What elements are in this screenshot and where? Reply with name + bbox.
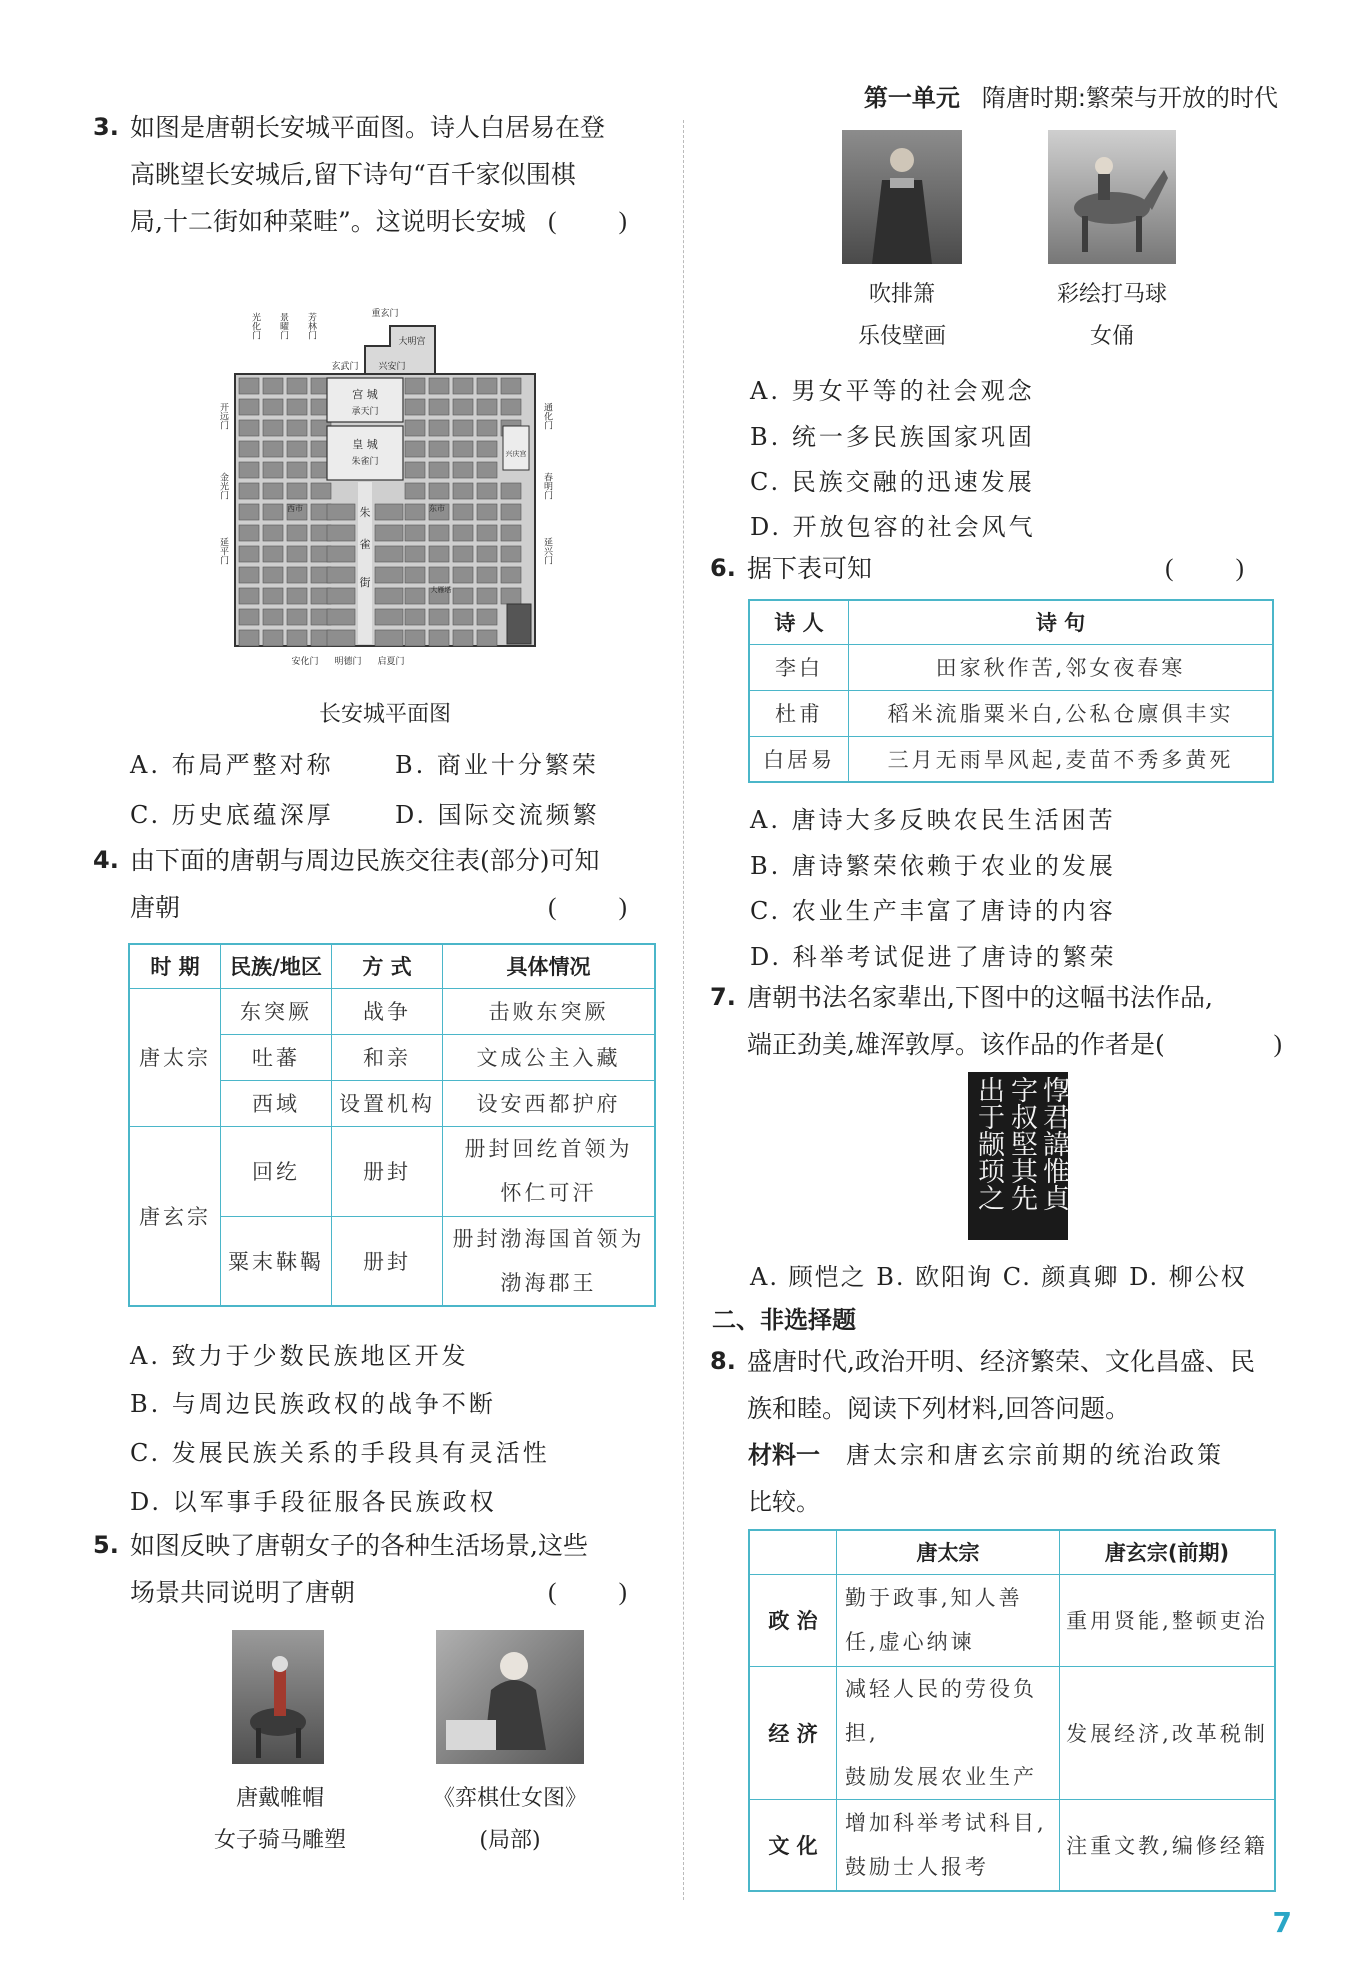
ward-block bbox=[327, 609, 355, 625]
page-number: 7 bbox=[1272, 1906, 1292, 1939]
table-cell bbox=[443, 1216, 656, 1306]
ward-block bbox=[405, 462, 425, 478]
ward-block bbox=[453, 420, 473, 436]
ward-block bbox=[263, 483, 283, 499]
ward-block bbox=[453, 441, 473, 457]
ward-block bbox=[429, 399, 449, 415]
ward-block bbox=[239, 609, 259, 625]
ward-block bbox=[477, 525, 497, 541]
musician-icon bbox=[842, 130, 962, 264]
caption-line: 彩绘打马球 bbox=[1056, 282, 1167, 307]
ward-block bbox=[239, 378, 259, 394]
lady-painting-icon bbox=[436, 1630, 584, 1764]
ward-block bbox=[477, 609, 497, 625]
options-row[interactable]: A. 顾恺之 B. 欧阳询 C. 颜真卿 D. 柳公权 bbox=[750, 1263, 1247, 1291]
question-4 bbox=[95, 837, 655, 931]
ward-block bbox=[453, 588, 473, 604]
ward-block bbox=[239, 567, 259, 583]
question-8 bbox=[712, 1338, 1282, 1432]
question-line: 如图是唐朝长安城平面图。诗人白居易在登 bbox=[130, 113, 606, 142]
ward-block bbox=[501, 378, 521, 394]
question-line: 据下表可知 bbox=[747, 554, 873, 583]
caption-line: (局部) bbox=[479, 1828, 541, 1853]
option-b[interactable]: B. 商业十分繁荣 bbox=[395, 751, 599, 779]
map-label: 启夏门 bbox=[377, 657, 405, 667]
row-header: 政 治 bbox=[749, 1574, 837, 1666]
ward-block bbox=[375, 588, 403, 604]
ward-block bbox=[287, 567, 307, 583]
ward-block bbox=[239, 504, 259, 520]
table-cell: 稻米流脂粟米白,公私仓廪俱丰实 bbox=[849, 690, 1274, 736]
option-d[interactable]: D. 科举考试促进了唐诗的繁荣 bbox=[750, 943, 1117, 971]
option-d[interactable]: D. 开放包容的社会风气 bbox=[750, 513, 1036, 541]
panpipe-mural-photo bbox=[842, 130, 962, 264]
ward-block bbox=[501, 399, 521, 415]
ward-block bbox=[405, 504, 425, 520]
caption-line: 吹排箫 bbox=[868, 282, 935, 307]
ward-block bbox=[477, 588, 497, 604]
table-cell: 杜甫 bbox=[749, 690, 849, 736]
answer-blank[interactable]: ( ) bbox=[548, 208, 655, 235]
map-label: 兴庆宫 bbox=[505, 450, 527, 458]
ward-block bbox=[405, 567, 425, 583]
ward-block bbox=[239, 483, 259, 499]
ward-block bbox=[287, 609, 307, 625]
ward-block bbox=[375, 630, 403, 646]
ward-block bbox=[263, 441, 283, 457]
ward-block bbox=[239, 588, 259, 604]
cell-line: 渤海郡王 bbox=[500, 1270, 597, 1295]
question-line: 高眺望长安城后,留下诗句“百千家似围棋 bbox=[130, 160, 576, 189]
table-cell bbox=[443, 1126, 656, 1216]
ward-block bbox=[477, 504, 497, 520]
ward-block bbox=[287, 588, 307, 604]
table-cell: 粟末靺鞨 bbox=[221, 1216, 332, 1306]
answer-blank[interactable]: ) bbox=[1273, 1031, 1282, 1058]
map-label: 光化门 bbox=[250, 312, 260, 340]
ward-block bbox=[405, 378, 425, 394]
ward-block bbox=[501, 546, 521, 562]
table-cell: 白居易 bbox=[749, 736, 849, 782]
ward-block bbox=[405, 420, 425, 436]
question-7 bbox=[712, 974, 1282, 1068]
ward-block bbox=[239, 420, 259, 436]
table-cell: 战争 bbox=[332, 988, 443, 1034]
photo-caption bbox=[812, 274, 992, 358]
ward-block bbox=[287, 441, 307, 457]
row-header: 文 化 bbox=[749, 1799, 837, 1891]
ward-block bbox=[477, 399, 497, 415]
ward-block bbox=[375, 525, 403, 541]
table-header: 方 式 bbox=[332, 944, 443, 988]
ward-block bbox=[501, 567, 521, 583]
ward-block bbox=[405, 483, 425, 499]
ward-block bbox=[429, 546, 449, 562]
map-label: 西市 bbox=[287, 504, 303, 513]
ward-block bbox=[327, 525, 355, 541]
ward-block bbox=[429, 567, 449, 583]
ward-block bbox=[453, 567, 473, 583]
ward-block bbox=[453, 462, 473, 478]
ward-block bbox=[453, 378, 473, 394]
cell-line: 册封回纥首领为 bbox=[464, 1137, 633, 1161]
ward-block bbox=[501, 588, 521, 604]
table-cell: 和亲 bbox=[332, 1034, 443, 1080]
table-cell: 吐蕃 bbox=[221, 1034, 332, 1080]
calligraphy-rubbing bbox=[968, 1072, 1068, 1240]
table-cell: 设安西都护府 bbox=[443, 1080, 656, 1126]
map-label: 兴安门 bbox=[378, 362, 406, 372]
ward-block bbox=[287, 462, 307, 478]
map-label: 通化门 bbox=[542, 402, 552, 430]
ward-block bbox=[453, 609, 473, 625]
option-c[interactable]: C. 历史底蕴深厚 bbox=[130, 801, 334, 829]
question-line: 场景共同说明了唐朝 bbox=[130, 1578, 356, 1607]
ward-block bbox=[405, 630, 425, 646]
map-label: 金光门 bbox=[218, 472, 228, 500]
table-cell: 回纥 bbox=[221, 1126, 332, 1216]
ward-block bbox=[327, 504, 355, 520]
poem-table bbox=[748, 599, 1274, 783]
option-a[interactable]: A. 男女平等的社会观念 bbox=[750, 377, 1035, 405]
map-label: 宫 城 bbox=[352, 388, 378, 401]
table-cell: 三月无雨旱风起,麦苗不秀多黄死 bbox=[849, 736, 1274, 782]
table-header: 民族/地区 bbox=[221, 944, 332, 988]
cell-line: 增加科举考试科目, bbox=[845, 1810, 1047, 1835]
photo-caption bbox=[1022, 274, 1202, 358]
material-label: 材料一 bbox=[748, 1441, 820, 1469]
ward-block bbox=[287, 399, 307, 415]
ward-block bbox=[375, 504, 403, 520]
ward-block bbox=[453, 399, 473, 415]
question-number: 6. bbox=[710, 554, 736, 582]
photo-caption bbox=[420, 1778, 600, 1862]
table-header: 唐玄宗(前期) bbox=[1060, 1530, 1276, 1574]
question-number: 3. bbox=[93, 113, 119, 141]
cell-line: 勤于政事,知人善 bbox=[845, 1586, 1023, 1610]
ward-block bbox=[327, 546, 355, 562]
ward-block bbox=[477, 420, 497, 436]
table-cell: 唐玄宗 bbox=[129, 1126, 221, 1306]
ward-block bbox=[429, 420, 449, 436]
map-label: 皇 城 bbox=[352, 438, 378, 451]
ward-block bbox=[239, 399, 259, 415]
row-header: 经 济 bbox=[749, 1666, 837, 1799]
ward-block bbox=[263, 630, 283, 646]
ward-block bbox=[263, 525, 283, 541]
table-cell: 册封 bbox=[332, 1216, 443, 1306]
option-c[interactable]: C. 农业生产丰富了唐诗的内容 bbox=[750, 897, 1116, 925]
ward-block bbox=[477, 546, 497, 562]
ward-block bbox=[327, 588, 355, 604]
map-label: 朱 bbox=[359, 506, 371, 519]
horse-rider-icon bbox=[232, 1630, 324, 1764]
ward-block bbox=[263, 504, 283, 520]
map-label: 延平门 bbox=[218, 537, 228, 565]
map-label: 大雁塔 bbox=[430, 586, 452, 594]
map-label: 安化门 bbox=[291, 657, 319, 667]
question-line: 端正劲美,雄浑敦厚。该作品的作者是( bbox=[747, 1030, 1165, 1059]
table-cell: 田家秋作苦,邻女夜春寒 bbox=[849, 644, 1274, 690]
ward-block bbox=[429, 441, 449, 457]
ward-block bbox=[263, 609, 283, 625]
question-6 bbox=[712, 545, 1272, 592]
unit-label: 第一单元 bbox=[863, 84, 960, 112]
ward-block bbox=[263, 567, 283, 583]
ward-block bbox=[405, 399, 425, 415]
table-cell: 发展经济,改革税制 bbox=[1060, 1666, 1276, 1799]
ward-block bbox=[287, 525, 307, 541]
policy-table bbox=[748, 1529, 1276, 1892]
option-a[interactable]: A. 唐诗大多反映农民生活困苦 bbox=[750, 806, 1116, 834]
ward-block bbox=[453, 504, 473, 520]
horse-rider-sculpture-photo bbox=[232, 1630, 324, 1764]
ward-block bbox=[239, 462, 259, 478]
question-number: 4. bbox=[93, 846, 119, 874]
table-cell: 李白 bbox=[749, 644, 849, 690]
calligraphy-column: 出于颛顼之 bbox=[973, 1076, 1004, 1211]
changan-map bbox=[215, 286, 555, 686]
material-text: 比较。 bbox=[748, 1488, 820, 1516]
page-header bbox=[864, 78, 1278, 113]
ward-block bbox=[239, 630, 259, 646]
ward-block bbox=[327, 567, 355, 583]
cell-line: 减轻人民的劳役负担, bbox=[845, 1676, 1037, 1745]
table-cell: 唐太宗 bbox=[129, 988, 221, 1126]
caption-line: 乐伎壁画 bbox=[857, 324, 946, 349]
option-a[interactable]: A. 致力于少数民族地区开发 bbox=[130, 1342, 469, 1370]
option-b[interactable]: B. 唐诗繁荣依赖于农业的发展 bbox=[750, 852, 1116, 880]
question-3 bbox=[95, 104, 655, 245]
map-label: 开远门 bbox=[218, 402, 228, 430]
table-cell: 击败东突厥 bbox=[443, 988, 656, 1034]
option-c[interactable]: C. 民族交融的迅速发展 bbox=[750, 468, 1035, 496]
ward-block bbox=[287, 378, 307, 394]
ward-block bbox=[263, 399, 283, 415]
table-cell: 西域 bbox=[221, 1080, 332, 1126]
table-cell: 设置机构 bbox=[332, 1080, 443, 1126]
map-label: 承天门 bbox=[351, 407, 379, 417]
cell-line: 怀仁可汗 bbox=[500, 1181, 597, 1205]
ward-block bbox=[263, 420, 283, 436]
table-cell bbox=[837, 1574, 1060, 1666]
option-b[interactable]: B. 统一多民族国家巩固 bbox=[750, 423, 1035, 451]
section-title: 二、非选择题 bbox=[712, 1306, 856, 1334]
caption-line: 女俑 bbox=[1089, 324, 1134, 349]
question-line: 由下面的唐朝与周边民族交往表(部分)可知 bbox=[130, 846, 600, 875]
table-cell: 东突厥 bbox=[221, 988, 332, 1034]
question-5 bbox=[95, 1522, 655, 1616]
table-cell: 文成公主入藏 bbox=[443, 1034, 656, 1080]
ward-block bbox=[287, 630, 307, 646]
ward-block bbox=[375, 609, 403, 625]
question-line: 唐朝 bbox=[130, 893, 181, 922]
ward-block bbox=[453, 483, 473, 499]
calligraphy-column: 惸君諱惟貞 bbox=[1038, 1076, 1069, 1211]
ward-block bbox=[405, 609, 425, 625]
question-number: 5. bbox=[93, 1531, 119, 1559]
photo-caption bbox=[190, 1778, 370, 1862]
xingqing-palace bbox=[503, 426, 529, 470]
ward-block bbox=[405, 441, 425, 457]
option-d[interactable]: D. 以军事手段征服各民族政权 bbox=[130, 1488, 497, 1516]
ward-block bbox=[239, 525, 259, 541]
map-label: 玄武门 bbox=[331, 362, 359, 372]
option-d[interactable]: D. 国际交流频繁 bbox=[395, 801, 600, 829]
question-line: 盛唐时代,政治开明、经济繁荣、文化昌盛、民 bbox=[747, 1347, 1255, 1376]
ward-block bbox=[501, 483, 521, 499]
map-label: 春明门 bbox=[542, 472, 552, 500]
table-header: 唐太宗 bbox=[837, 1530, 1060, 1574]
ward-block bbox=[263, 462, 283, 478]
ward-block bbox=[477, 483, 497, 499]
ward-block bbox=[477, 630, 497, 646]
cell-line: 册封渤海国首领为 bbox=[452, 1226, 645, 1251]
furong-garden bbox=[507, 604, 531, 644]
table-header: 诗 人 bbox=[749, 600, 849, 644]
ward-block bbox=[429, 525, 449, 541]
unit-title: 隋唐时期:繁荣与开放的时代 bbox=[981, 84, 1278, 112]
table-header: 具体情况 bbox=[443, 944, 656, 988]
map-label: 重玄门 bbox=[371, 309, 399, 319]
ward-block bbox=[287, 483, 307, 499]
ward-block bbox=[477, 441, 497, 457]
ward-block bbox=[429, 609, 449, 625]
option-c[interactable]: C. 发展民族关系的手段具有灵活性 bbox=[130, 1439, 550, 1467]
ward-block bbox=[263, 588, 283, 604]
option-a[interactable]: A. 布局严整对称 bbox=[130, 751, 334, 779]
table-cell bbox=[837, 1666, 1060, 1799]
imperial-city bbox=[327, 426, 403, 480]
ward-block bbox=[453, 546, 473, 562]
question-line: 唐朝书法名家辈出,下图中的这幅书法作品, bbox=[747, 983, 1213, 1012]
map-label: 大明宫 bbox=[398, 337, 426, 347]
go-playing-lady-painting bbox=[436, 1630, 584, 1764]
ward-block bbox=[263, 546, 283, 562]
ward-block bbox=[453, 525, 473, 541]
polo-horse-icon bbox=[1048, 130, 1176, 264]
ward-block bbox=[429, 462, 449, 478]
question-line: 族和睦。阅读下列材料,回答问题。 bbox=[747, 1394, 1130, 1423]
ward-block bbox=[375, 546, 403, 562]
material-text: 唐太宗和唐玄宗前期的统治政策 bbox=[846, 1441, 1224, 1469]
map-label: 朱雀门 bbox=[351, 457, 379, 467]
question-number: 8. bbox=[710, 1347, 736, 1375]
table-cell: 册封 bbox=[332, 1126, 443, 1216]
cell-line: 鼓励发展农业生产 bbox=[845, 1764, 1037, 1789]
polo-figurine-photo bbox=[1048, 130, 1176, 264]
ward-block bbox=[429, 630, 449, 646]
exchange-table bbox=[128, 943, 656, 1307]
ward-block bbox=[405, 588, 425, 604]
column-divider bbox=[683, 120, 684, 1900]
ward-block bbox=[477, 378, 497, 394]
map-label: 芳林门 bbox=[306, 312, 316, 340]
cell-line: 鼓励士人报考 bbox=[845, 1854, 989, 1879]
ward-block bbox=[429, 483, 449, 499]
caption-line: 唐戴帷帽 bbox=[235, 1786, 324, 1811]
map-label: 延兴门 bbox=[542, 537, 552, 565]
map-label: 东市 bbox=[429, 504, 445, 513]
ward-block bbox=[263, 378, 283, 394]
table-header: 时 期 bbox=[129, 944, 221, 988]
table-cell: 注重文教,编修经籍 bbox=[1060, 1799, 1276, 1891]
answer-blank[interactable]: ( ) bbox=[548, 894, 655, 921]
ward-block bbox=[477, 462, 497, 478]
answer-blank[interactable]: ( ) bbox=[1165, 555, 1272, 582]
option-b[interactable]: B. 与周边民族政权的战争不断 bbox=[130, 1390, 496, 1418]
map-label: 明德门 bbox=[334, 657, 362, 667]
ward-block bbox=[453, 630, 473, 646]
ward-block bbox=[287, 546, 307, 562]
map-label: 街 bbox=[359, 576, 371, 589]
ward-block bbox=[239, 441, 259, 457]
question-line: 如图反映了唐朝女子的各种生活场景,这些 bbox=[130, 1531, 588, 1560]
ward-block bbox=[405, 546, 425, 562]
ward-block bbox=[405, 525, 425, 541]
cell-line: 任,虚心纳谏 bbox=[845, 1630, 975, 1654]
material-one bbox=[748, 1432, 1278, 1526]
map-label: 景曜门 bbox=[278, 312, 288, 340]
ward-block bbox=[429, 378, 449, 394]
map-label: 雀 bbox=[359, 538, 371, 551]
caption-line: 《弈棋仕女图》 bbox=[432, 1786, 587, 1811]
table-header: 诗 句 bbox=[849, 600, 1274, 644]
ward-block bbox=[239, 546, 259, 562]
table-header bbox=[749, 1530, 837, 1574]
answer-blank[interactable]: ( ) bbox=[548, 1579, 655, 1606]
ward-block bbox=[375, 567, 403, 583]
calligraphy-column: 字叔堅其先 bbox=[1006, 1076, 1037, 1211]
ward-block bbox=[287, 420, 307, 436]
question-line: 局,十二街如种菜畦”。这说明长安城 bbox=[130, 207, 526, 236]
ward-block bbox=[501, 525, 521, 541]
question-number: 7. bbox=[710, 983, 736, 1011]
ward-block bbox=[501, 504, 521, 520]
map-caption: 长安城平面图 bbox=[318, 702, 451, 727]
table-cell bbox=[837, 1799, 1060, 1891]
ward-block bbox=[327, 630, 355, 646]
ward-block bbox=[311, 483, 331, 499]
caption-line: 女子骑马雕塑 bbox=[213, 1828, 346, 1853]
table-cell: 重用贤能,整顿吏治 bbox=[1060, 1574, 1276, 1666]
ward-block bbox=[477, 567, 497, 583]
